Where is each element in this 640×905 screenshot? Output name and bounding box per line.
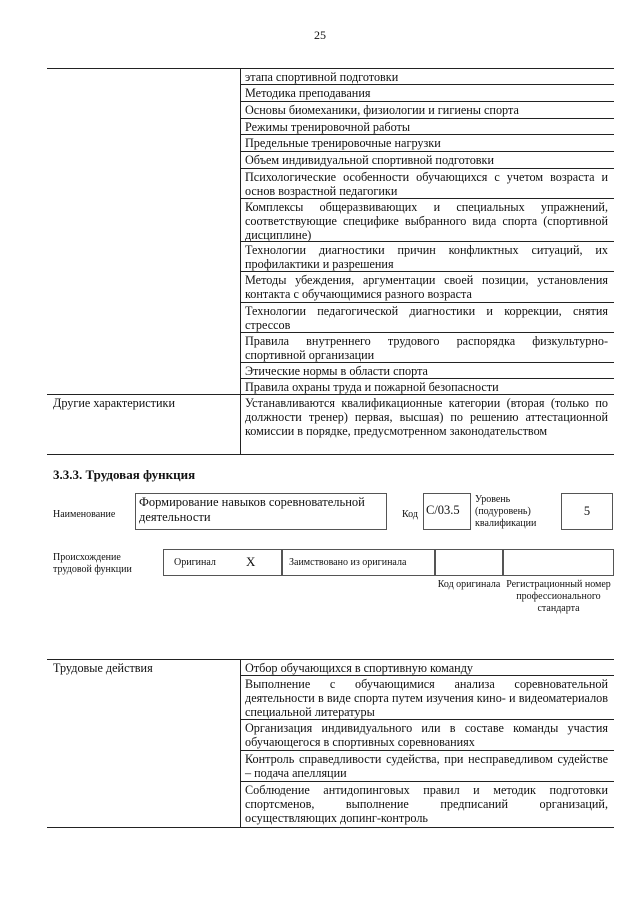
table-row: Технологии диагностики причин конфликтных ситуаций, их профилактики и разрешения [240, 241, 614, 271]
reg-number-caption: Регистрационный номер профессионального стандарта [506, 579, 611, 614]
table-row: Предельные тренировочные нагрузки [240, 134, 614, 151]
reg-number-cell [503, 549, 614, 576]
labor-actions-label: Трудовые действия [53, 661, 153, 675]
code-label: Код [402, 509, 418, 520]
table-row: Соблюдение антидопинговых правил и методик подготовки спортсменов, выполнение предписаний организаций, осуществляющих допинг-контроль [240, 781, 614, 827]
code-original-caption: Код оригинала [437, 579, 501, 590]
table-row: Основы биомеханики, физиологии и гигиены спорта [240, 101, 614, 118]
table-row: Комплексы общеразвивающих и специальных упражнений, соответствующие специфике выбранного вида спорта (спортивной дисциплине) [240, 198, 614, 241]
table-row: Выполнение с обучающимися анализа соревновательной деятельности в виде спорта путем изучения кино- и видеоматериалов специальной литературы [240, 675, 614, 719]
original-cell [163, 549, 282, 576]
function-name-field: Формирование навыков соревновательной деятельности [135, 493, 387, 530]
table-row: Организация индивидуального или в составе команды участия обучающегося в спортивных соревнованиях [240, 719, 614, 750]
level-label: Уровень (подуровень) квалификации [475, 494, 537, 529]
page-number: 25 [314, 28, 326, 42]
original-mark: X [246, 554, 256, 569]
borrowed-cell [282, 549, 435, 576]
knowledge-table [47, 68, 614, 455]
table-row: Объем индивидуальной спортивной подготовки [240, 151, 614, 168]
original-label: Оригинал [174, 557, 216, 568]
borrowed-label: Заимствовано из оригинала [289, 557, 407, 568]
table-row: Правила охраны труда и пожарной безопасности [240, 378, 614, 394]
other-characteristics-text: Устанавливаются квалификационные категории (вторая (только по должности тренер) первая, высшая) по решению аттестационной комиссии в порядке, предусмотренном законодательством [245, 396, 608, 438]
code-original-cell [435, 549, 503, 576]
name-label: Наименование [53, 509, 116, 520]
level-field: 5 [561, 493, 613, 530]
origin-label: Происхождение трудовой функции [53, 552, 132, 575]
code-field: C/03.5 [423, 493, 471, 530]
table-row: Этические нормы в области спорта [240, 362, 614, 378]
table-row: этапа спортивной подготовки [245, 70, 399, 84]
section-title: 3.3.3. Трудовая функция [53, 467, 196, 482]
labor-actions-table [47, 659, 614, 828]
other-characteristics-label: Другие характеристики [53, 396, 175, 410]
table-row: Режимы тренировочной работы [240, 118, 614, 134]
table-row: Контроль справедливости судейства, при несправедливом судействе – подача апелляции [240, 750, 614, 781]
table-row: Технологии педагогической диагностики и коррекции, снятия стрессов [240, 302, 614, 332]
table-row: Правила внутреннего трудового распорядка физкультурно-спортивной организации [240, 332, 614, 362]
table-row: Методы убеждения, аргументации своей позиции, установления контакта с обучающимися разного возраста [240, 271, 614, 302]
table-row: Методика преподавания [240, 84, 614, 101]
table-row: Психологические особенности обучающихся с учетом возраста и основ возрастной педагогики [240, 168, 614, 198]
table-row: Отбор обучающихся в спортивную команду [245, 661, 473, 675]
